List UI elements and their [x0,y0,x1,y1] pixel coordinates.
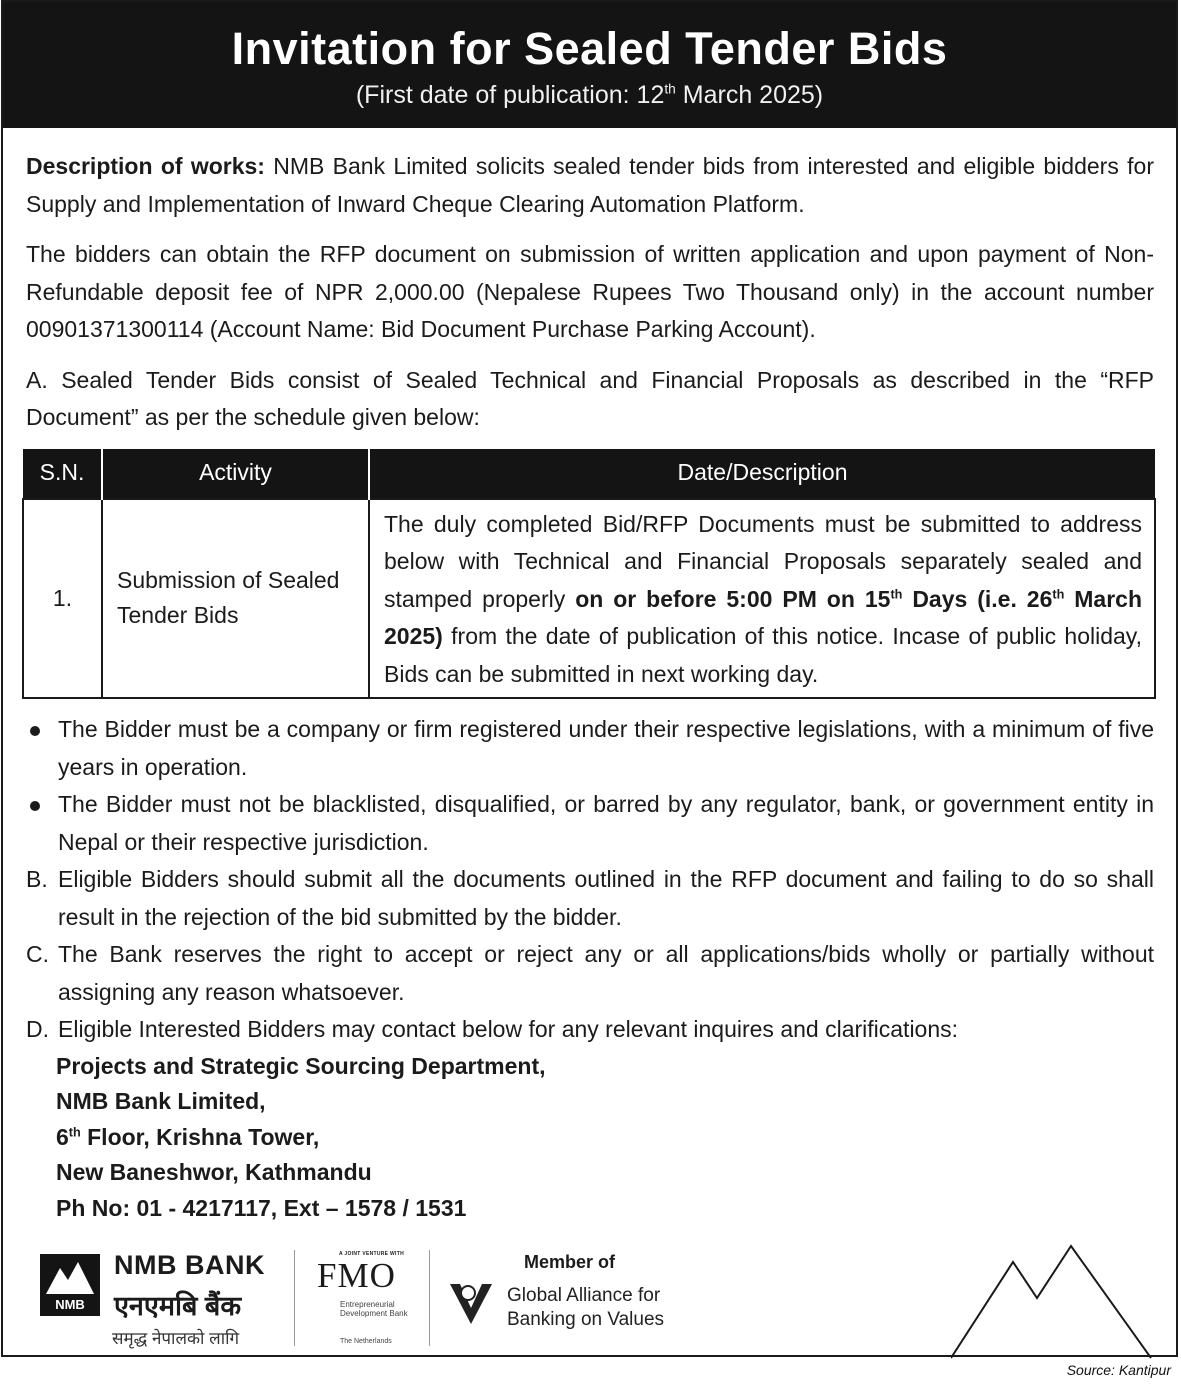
rfp-paragraph: The bidders can obtain the RFP document on submission of written application and upon payment of Non-Refundable deposit fee of NPR 2,000.00 (Nepalese Rupees Two Thousand only) in the account number 00901371300114 (Account Name: Bid Document Purchase Parking Account). [26,241,1154,342]
header-sn: S.N. [23,449,102,499]
fmo-country: The Netherlands [340,1338,392,1345]
fmo-logo: FMO [317,1256,396,1295]
phone-line: Ph No: 01 - 4217117, Ext – 1578 / 1531 [56,1194,467,1221]
notice-header [3,2,1176,128]
list-item: The Bidder must not be blacklisted, disqualified, or barred by any regulator, bank, or government entity in Nepal or their respective jurisdiction. [26,786,1154,861]
section-a-paragraph: A. Sealed Tender Bids consist of Sealed Technical and Financial Proposals as described in the “RFP Document” as per the schedule given below: [26,366,1154,430]
cell-activity: Submission of Sealed Tender Bids [102,499,369,699]
gabv-v-logo-icon [448,1278,494,1328]
member-of-label: Member of [524,1252,616,1272]
notice-title: Invitation for Sealed Tender Bids [231,23,948,74]
requirements-list [26,711,1154,861]
mountain-logo-icon [40,1254,100,1298]
address-line: New Baneshwor, Kathmandu [56,1159,372,1185]
description-paragraph: Description of works: NMB Bank Limited solicits sealed tender bids from interested and eligible bidders for Supply and Implementation of Inward Cheque Clearing Automation Platform. [26,153,1154,217]
cell-description: The duly completed Bid/RFP Documents must be submitted to address below with Technical and Financial Proposals separately sealed and stamped properly on or before 5:00 PM on 15th Days (i.e. 26th March 2025) from the date of publication of this notice. Incase of public holiday, Bids can be submitted in next working day. [369,499,1155,699]
source-credit: Source: Kantipur [1066,1362,1171,1378]
table-header-row [23,449,1155,499]
publication-date: (First date of publication: 12th March 2025) [355,81,824,109]
section-d: D. Eligible Interested Bidders may contact below for any relevant inquires and clarifications: [26,1016,959,1042]
nmb-bank-name: NMB BANK [114,1250,265,1280]
fmo-joint-venture-text: A JOINT VENTURE WITH [339,1251,404,1257]
nmb-logo-icon: NMB [40,1254,100,1316]
list-item: The Bidder must be a company or firm registered under their respective legislations, with a minimum of five years in operation. [26,711,1154,786]
mountain-outline-icon [951,1240,1171,1360]
address-line: 6th Floor, Krishna Tower, [56,1123,320,1150]
header-activity: Activity [102,449,369,499]
schedule-table [22,449,1156,700]
header-date-description: Date/Description [369,449,1155,499]
fmo-subtitle: Entrepreneurial Development Bank [340,1300,408,1318]
nmb-tagline: समृद्ध नेपालको लागि [112,1329,240,1348]
gabv-name: Global Alliance for Banking on Values [507,1285,665,1330]
cell-sn: 1. [23,499,102,699]
table-row [23,499,1155,699]
nmb-bank-name-devanagari: एनएमबि बैंक [114,1291,242,1321]
address-line: Projects and Strategic Sourcing Department, [56,1052,546,1079]
section-b: B. Eligible Bidders should submit all the documents outlined in the RFP document and failing to do so shall result in the rejection of the bid submitted by the bidder. [26,866,1154,930]
notice-content [26,148,1154,1226]
address-line: NMB Bank Limited, [56,1088,266,1114]
divider [429,1250,430,1346]
divider [294,1250,295,1346]
contact-address [26,1049,1154,1227]
section-c: C. The Bank reserves the right to accept or reject any or all applications/bids wholly or partially without assigning any reason whatsoever. [26,941,1154,1005]
